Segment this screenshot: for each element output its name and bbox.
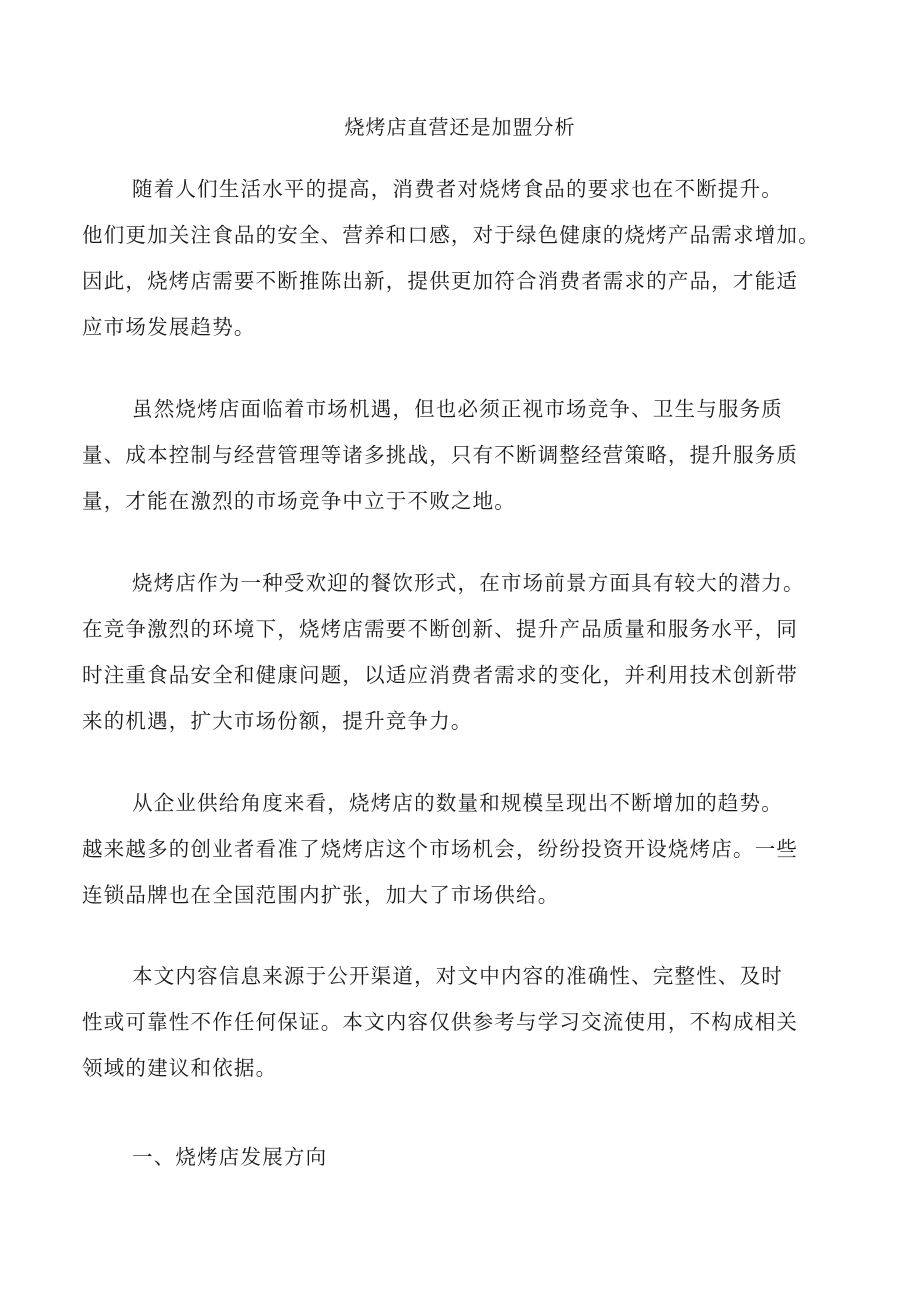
paragraph-consumer-demand [82,166,852,350]
paragraph-line: 烧烤店作为一种受欢迎的餐饮形式，在市场前景方面具有较大的潜力。 [132,571,805,595]
section-heading: 一、烧烤店发展方向 [132,1145,328,1169]
paragraph-line: 领域的建议和依据。 [82,1056,278,1080]
paragraph-market-potential [82,560,852,744]
paragraph-line: 他们更加关注食品的安全、营养和口感，对于绿色健康的烧烤产品需求增加。 [82,223,820,247]
paragraph-challenges [82,386,852,524]
paragraph-line: 从企业供给角度来看，烧烤店的数量和规模呈现出不断增加的趋势。 [132,791,783,815]
paragraph-line: 量，才能在激烈的市场竞争中立于不败之地。 [82,489,516,513]
paragraph-line: 应市场发展趋势。 [82,315,256,339]
paragraph-line: 随着人们生活水平的提高，消费者对烧烤食品的要求也在不断提升。 [132,177,783,201]
paragraph-line: 越来越多的创业者看准了烧烤店这个市场机会，纷纷投资开设烧烤店。一些 [82,837,799,861]
paragraph-line: 连锁品牌也在全国范围内扩张，加大了市场供给。 [82,883,560,907]
paragraph-line: 性或可靠性不作任何保证。本文内容仅供参考与学习交流使用，不构成相关 [82,1010,799,1034]
paragraph-disclaimer [82,953,852,1091]
paragraph-line: 在竞争激烈的环境下，烧烤店需要不断创新、提升产品质量和服务水平，同 [82,617,799,641]
paragraph-line: 来的机遇，扩大市场份额，提升竞争力。 [82,709,473,733]
document-title: 烧烤店直营还是加盟分析 [344,115,576,139]
paragraph-line: 时注重食品安全和健康问题，以适应消费者需求的变化，并利用技术创新带 [82,663,799,687]
paragraph-line: 因此，烧烤店需要不断推陈出新，提供更加符合消费者需求的产品，才能适 [82,269,799,293]
paragraph-line: 本文内容信息来源于公开渠道，对文中内容的准确性、完整性、及时 [132,964,783,988]
paragraph-supply [82,780,852,918]
paragraph-line: 量、成本控制与经营管理等诸多挑战，只有不断调整经营策略，提升服务质 [82,443,799,467]
paragraph-line: 虽然烧烤店面临着市场机遇，但也必须正视市场竞争、卫生与服务质 [132,397,783,421]
